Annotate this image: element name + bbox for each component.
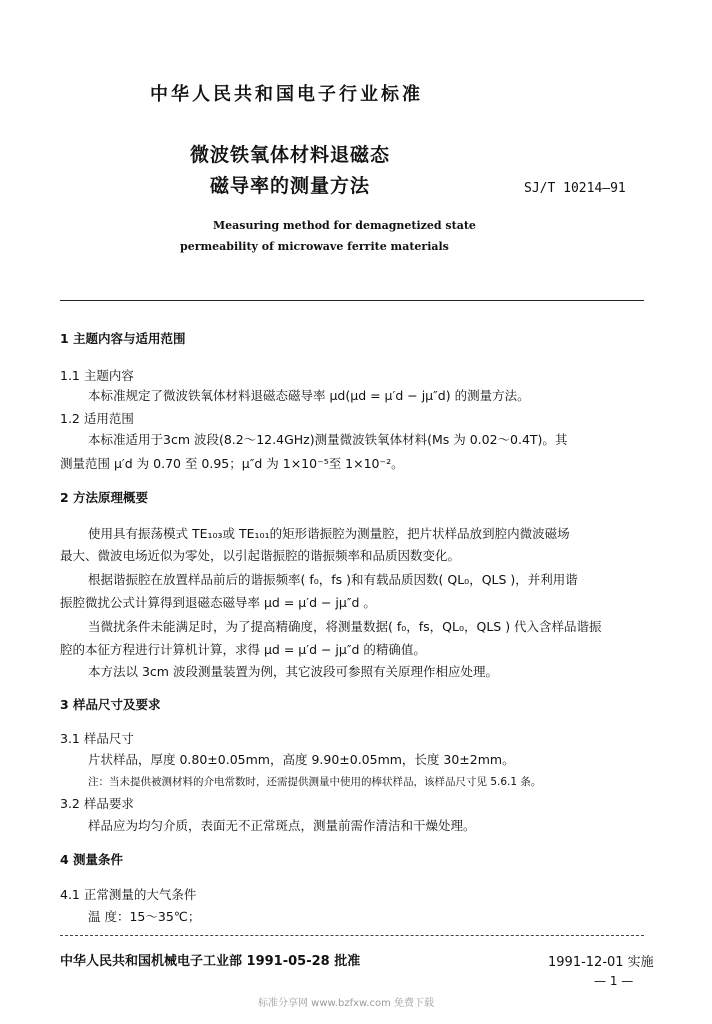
- section-2-p2-a: 根据谐振腔在放置样品前后的谐振频率( f₀，fs )和有载品质因数( QL₀，QLS )，并利用谐: [88, 572, 578, 587]
- watermark: 标准分享网 www.bzfxw.com 免费下载: [258, 998, 434, 1009]
- section-1-heading: 1 主题内容与适用范围: [60, 331, 186, 346]
- section-2-p2-b: 振腔微扰公式计算得到退磁态磁导率 μd = μ′d − jμ″d 。: [60, 595, 376, 610]
- section-1-2-text-a: 本标准适用于3cm 波段(8.2～12.4GHz)测量微波铁氧体材料(Ms 为 0.02～0.4T)。其: [88, 432, 568, 447]
- header-divider: [60, 300, 644, 301]
- section-1-2-text-b: 测量范围 μ′d 为 0.70 至 0.95；μ″d 为 1×10⁻⁵至 1×10⁻²。: [60, 456, 404, 471]
- section-3-1-heading: 3.1 样品尺寸: [60, 731, 134, 746]
- section-2-p1-a: 使用具有振荡模式 TE₁₀₃或 TE₁₀₁的矩形谐振腔为测量腔，把片状样品放到腔内微波磁场: [88, 526, 570, 541]
- section-2-p1-b: 最大、微波电场近似为零处，以引起谐振腔的谐振频率和品质因数变化。: [60, 548, 461, 563]
- section-2-p4: 本方法以 3cm 波段测量装置为例，其它波段可参照有关原理作相应处理。: [88, 664, 498, 679]
- section-3-1-text: 片状样品，厚度 0.80±0.05mm，高度 9.90±0.05mm，长度 30±2mm。: [88, 752, 515, 767]
- standard-number: SJ/T 10214—91: [524, 181, 626, 196]
- section-1-1-text: 本标准规定了微波铁氧体材料退磁态磁导率 μd(μd = μ′d − jμ″d) 的测量方法。: [88, 388, 530, 403]
- english-title-line2: permeability of microwave ferrite materials: [180, 240, 449, 253]
- section-2-p3-a: 当微扰条件未能满足时，为了提高精确度，将测量数据( f₀，fs，QL₀，QLS ) 代入含样品谐振: [88, 619, 602, 634]
- section-2-p3-b: 腔的本征方程进行计算机计算，求得 μd = μ′d − jμ″d 的精确值。: [60, 642, 426, 657]
- section-4-1-text: 温 度：15～35℃；: [88, 909, 201, 924]
- chinese-title-line2: 磁导率的测量方法: [210, 175, 371, 197]
- section-1-2-heading: 1.2 适用范围: [60, 411, 134, 426]
- approval-line: 中华人民共和国机械电子工业部 1991-05-28 批准: [60, 954, 361, 969]
- section-4-heading: 4 测量条件: [60, 852, 124, 867]
- section-3-1-note: 注：当未提供被测材料的介电常数时，还需提供测量中使用的棒状样品，该样品尺寸见 5.6.1 条。: [88, 776, 542, 788]
- chinese-title-line1: 微波铁氧体材料退磁态: [190, 144, 391, 166]
- english-title-line1: Measuring method for demagnetized state: [213, 219, 476, 232]
- implementation-date: 1991-12-01 实施: [548, 955, 654, 970]
- section-3-2-text: 样品应为均匀介质，表面无不正常斑点，测量前需作清洁和干燥处理。: [88, 818, 476, 833]
- section-3-heading: 3 样品尺寸及要求: [60, 697, 161, 712]
- standard-category: 中华人民共和国电子行业标准: [150, 84, 423, 105]
- section-1-1-heading: 1.1 主题内容: [60, 368, 134, 383]
- section-3-2-heading: 3.2 样品要求: [60, 796, 134, 811]
- section-4-1-heading: 4.1 正常测量的大气条件: [60, 887, 197, 902]
- page-number: — 1 —: [594, 974, 634, 988]
- section-2-heading: 2 方法原理概要: [60, 490, 149, 505]
- footer-divider: [60, 935, 644, 936]
